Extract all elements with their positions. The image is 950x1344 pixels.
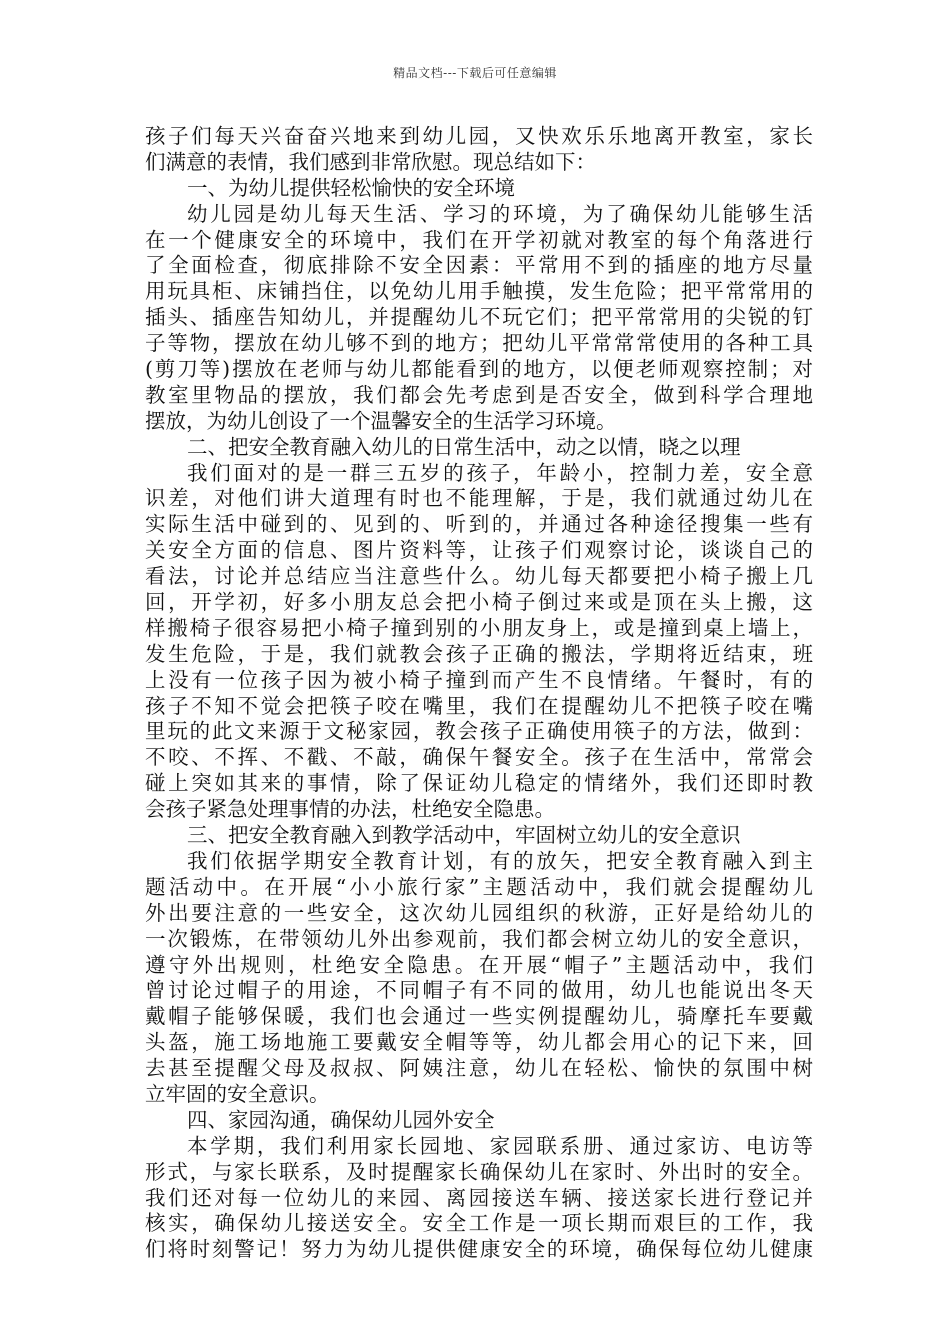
text-line: 们满意的表情，我们感到非常欣慰。现总结如下： — [145, 149, 596, 174]
text-line: 会孩子紧急处理事情的办法，杜绝安全隐患。 — [145, 797, 555, 822]
document-body — [145, 124, 813, 1263]
text-line: 我们面对的是一群三五岁的孩子，年龄小，控制力差，安全意 — [187, 460, 813, 485]
text-line: 用玩具柜、床铺挡住，以免幼儿用手触摸，发生危险；把平常常用的 — [145, 279, 813, 304]
text-line: 孩子不知不觉会把筷子咬在嘴里，我们在提醒幼儿不把筷子咬在嘴 — [145, 693, 813, 718]
text-line: 幼儿园是幼儿每天生活、学习的环境，为了确保幼儿能够生活 — [187, 201, 813, 226]
text-line: 在一个健康安全的环境中，我们在开学初就对教室的每个角落进行 — [145, 227, 813, 252]
text-line: 关安全方面的信息、图片资料等，让孩子们观察讨论，谈谈自己的 — [145, 538, 813, 563]
text-line: 教室里物品的摆放，我们都会先考虑到是否安全，做到科学合理地 — [145, 382, 813, 407]
text-line: 遵守外出规则，杜绝安全隐患。在开展“帽子”主题活动中，我们 — [145, 952, 813, 977]
text-line: 一、为幼儿提供轻松愉快的安全环境 — [187, 175, 515, 200]
text-line: 不咬、不挥、不戳、不敲，确保午餐安全。孩子在生活中，常常会 — [145, 745, 813, 770]
text-line: 上没有一位孩子因为被小椅子撞到而产生不良情绪。午餐时，有的 — [145, 667, 813, 692]
text-line: 了全面检查，彻底排除不安全因素：平常用不到的插座的地方尽量 — [145, 253, 813, 278]
text-line: 曾讨论过帽子的用途，不同帽子有不同的做用，幼儿也能说出冬天 — [145, 978, 813, 1003]
text-line: 题活动中。在开展“小小旅行家”主题活动中，我们就会提醒幼儿 — [145, 874, 813, 899]
text-line: 一次锻炼，在带领幼儿外出参观前，我们都会树立幼儿的安全意识， — [145, 926, 813, 951]
text-line: 碰上突如其来的事情，除了保证幼儿稳定的情绪外，我们还即时教 — [145, 771, 813, 796]
text-line: 去甚至提醒父母及叔叔、阿姨注意，幼儿在轻松、愉快的氛围中树 — [145, 1056, 813, 1081]
text-line: 核实，确保幼儿接送安全。安全工作是一项长期而艰巨的工作，我 — [145, 1211, 813, 1236]
text-line: 四、家园沟通，确保幼儿园外安全 — [187, 1107, 495, 1132]
text-line: 头盔，施工场地施工要戴安全帽等等，幼儿都会用心的记下来，回 — [145, 1030, 813, 1055]
text-line: 三、把安全教育融入到教学活动中，牢固树立幼儿的安全意识 — [187, 823, 741, 848]
text-line: 子等物，摆放在幼儿够不到的地方；把幼儿平常常常使用的各种工具 — [145, 331, 813, 356]
text-line: 发生危险，于是，我们就教会孩子正确的搬法，学期将近结束，班 — [145, 641, 813, 666]
text-line: 回，开学初，好多小朋友总会把小椅子倒过来或是顶在头上搬，这 — [145, 590, 813, 615]
text-line: 戴帽子能够保暖，我们也会通过一些实例提醒幼儿，骑摩托车要戴 — [145, 1004, 813, 1029]
text-line: 实际生活中碰到的、见到的、听到的，并通过各种途径搜集一些有 — [145, 512, 813, 537]
text-line: (剪刀等)摆放在老师与幼儿都能看到的地方，以便老师观察控制；对 — [145, 357, 813, 382]
text-line: 看法，讨论并总结应当注意些什么。幼儿每天都要把小椅子搬上几 — [145, 564, 813, 589]
text-line: 我们依据学期安全教育计划，有的放矢，把安全教育融入到主 — [187, 848, 813, 873]
text-line: 形式，与家长联系，及时提醒家长确保幼儿在家时、外出时的安全。 — [145, 1159, 813, 1184]
text-line: 我们还对每一位幼儿的来园、离园接送车辆、接送家长进行登记并 — [145, 1185, 813, 1210]
text-line: 里玩的此文来源于文秘家园，教会孩子正确使用筷子的方法，做到： — [145, 719, 813, 744]
text-line: 外出要注意的一些安全，这次幼儿园组织的秋游，正好是给幼儿的 — [145, 900, 813, 925]
text-line: 识差，对他们讲大道理有时也不能理解，于是，我们就通过幼儿在 — [145, 486, 813, 511]
text-line: 二、把安全教育融入幼儿的日常生活中，动之以情，晓之以理 — [187, 434, 741, 459]
text-line: 样搬椅子很容易把小椅子撞到别的小朋友身上，或是撞到桌上墙上， — [145, 615, 813, 640]
text-line: 们将时刻警记！努力为幼儿提供健康安全的环境，确保每位幼儿健康 — [145, 1237, 813, 1262]
text-line: 插头、插座告知幼儿，并提醒幼儿不玩它们；把平常常用的尖锐的钉 — [145, 305, 813, 330]
page-header: 精品文档---下载后可任意编辑 — [393, 66, 557, 80]
text-line: 本学期，我们利用家长园地、家园联系册、通过家访、电访等 — [187, 1133, 813, 1158]
text-line: 立牢固的安全意识。 — [145, 1081, 330, 1106]
text-line: 孩子们每天兴奋奋兴地来到幼儿园，又快欢乐乐地离开教室，家长 — [145, 124, 813, 148]
text-line: 摆放，为幼儿创设了一个温馨安全的生活学习环境。 — [145, 408, 617, 433]
